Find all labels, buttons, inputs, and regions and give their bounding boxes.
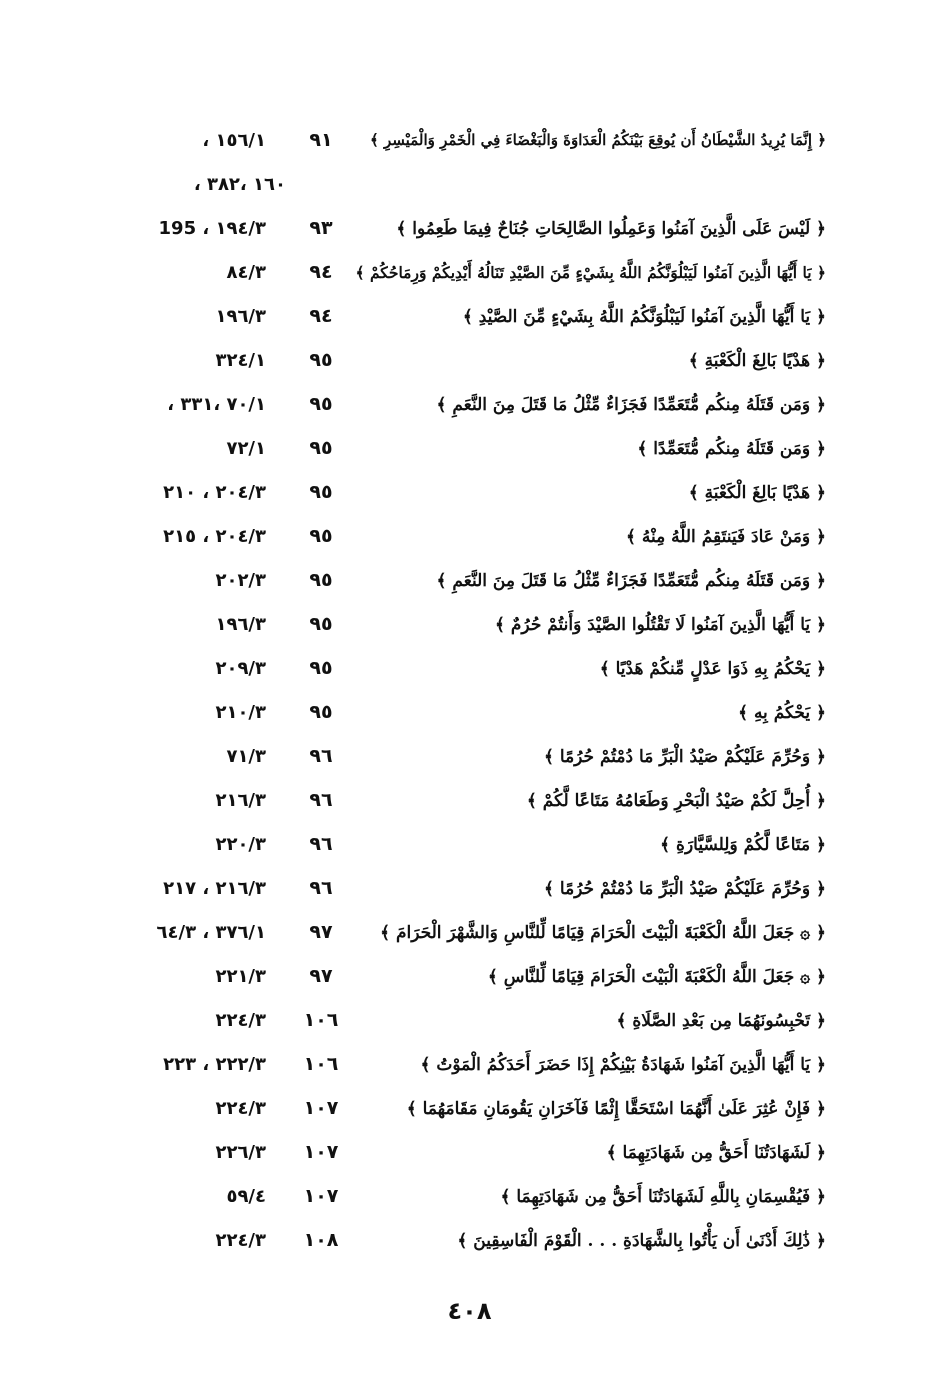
index-entry	[118, 338, 826, 382]
verse-number: ٩٥	[309, 525, 333, 547]
volume-page-reference: ٥٩/٤	[226, 1185, 266, 1207]
verse-text: ﴿ يَا أَيُّهَا الَّذِينَ آمَنُوا لَيَبْلُوَنَّكُمُ اللَّهُ بِشَيْءٍ مِّنَ الصَّيْدِ تَنَالُهُ أَيْدِيكُمْ وَرِمَاحُكُمْ ﴾	[355, 262, 826, 282]
index-entry	[118, 382, 826, 426]
volume-page-reference: ٢١٦/٣	[215, 789, 266, 811]
verse-number: ٩٧	[309, 965, 333, 987]
index-entry	[118, 602, 826, 646]
index-entry	[118, 866, 826, 910]
verse-text: ﴿ إِنَّمَا يُرِيدُ الشَّيْطَانُ أَن يُوقِعَ بَيْنَكُمُ الْعَدَاوَةَ وَالْبَغْضَاءَ فِي الْخَمْرِ وَالْمَيْسِرِ ﴾	[370, 131, 826, 149]
index-entry	[118, 426, 826, 470]
verse-number: ١٠٧	[303, 1185, 339, 1207]
index-entry	[118, 1174, 826, 1218]
volume-page-reference: ٧١/٣	[226, 745, 266, 767]
verse-text: ﴿ لَيْسَ عَلَى الَّذِينَ آمَنُوا وَعَمِلُوا الصَّالِحَاتِ جُنَاحٌ فِيمَا طَعِمُوا ﴾	[396, 218, 826, 239]
verse-text: ﴿ هَدْيًا بَالِغَ الْكَعْبَةِ ﴾	[688, 482, 826, 503]
volume-page-reference: ١٥٦/١ ،	[202, 129, 266, 151]
volume-page-reference: ٣٧٦/١ ، ٦٤/٣	[156, 921, 266, 943]
volume-page-reference: ٢٢٠/٣	[215, 833, 266, 855]
volume-page-reference: ٢٢٤/٣	[215, 1009, 266, 1031]
index-entry-continuation	[118, 162, 826, 206]
index-entry	[118, 206, 826, 250]
verse-number: ٩٥	[309, 393, 333, 415]
verse-number: ٩٥	[309, 481, 333, 503]
verse-text: ﴿ وَمَن قَتَلَهُ مِنكُم مُّتَعَمِّدًا فَجَزَاءٌ مِّثْلُ مَا قَتَلَ مِنَ النَّعَمِ ﴾	[436, 394, 826, 415]
verse-number: ١٠٦	[303, 1009, 339, 1031]
verse-text: ﴿ يَا أَيُّهَا الَّذِينَ آمَنُوا شَهَادَةُ بَيْنِكُمْ إِذَا حَضَرَ أَحَدَكُمُ الْمَوْتُ ﴾	[420, 1054, 826, 1075]
volume-page-reference: ٧٢/١	[226, 437, 266, 459]
verse-text: ﴿ يَحْكُمُ بِهِ ﴾	[738, 702, 826, 723]
volume-page-reference: ٢١٠/٣	[215, 701, 266, 723]
verse-text: ﴿ يَحْكُمُ بِهِ ذَوَا عَدْلٍ مِّنكُمْ هَدْيًا ﴾	[599, 658, 826, 679]
page-number: ٤٠٨	[447, 1297, 492, 1325]
volume-page-reference: ٢٢١/٣	[215, 965, 266, 987]
volume-page-reference: ١٩٤/٣ ، 195	[158, 217, 266, 239]
index-entry	[118, 910, 826, 954]
volume-page-reference: ١٩٦/٣	[215, 305, 266, 327]
volume-page-reference: ٢٠٤/٣ ، ٢١٠	[163, 481, 266, 503]
verse-number: ٩٤	[309, 261, 333, 283]
verse-text: ﴿ وَمَن قَتَلَهُ مِنكُم مُّتَعَمِّدًا فَجَزَاءٌ مِّثْلُ مَا قَتَلَ مِنَ النَّعَمِ ﴾	[436, 570, 826, 591]
index-entry	[118, 558, 826, 602]
verse-number: ١٠٧	[303, 1097, 339, 1119]
verse-text: ﴿ مَتَاعًا لَّكُمْ وَلِلسَّيَّارَةِ ﴾	[660, 834, 826, 855]
verse-text: ﴿ وَحُرِّمَ عَلَيْكُمْ صَيْدُ الْبَرِّ مَا دُمْتُمْ حُرُمًا ﴾	[544, 746, 826, 767]
volume-page-reference: ٧٠/١ ،٣٣١ ،	[167, 393, 266, 415]
verse-text: ﴿ يَا أَيُّهَا الَّذِينَ آمَنُوا لَيَبْلُوَنَّكُمُ اللَّهُ بِشَيْءٍ مِّنَ الصَّيْدِ ﴾	[462, 306, 826, 327]
volume-page-reference: ٢٢٦/٣	[215, 1141, 266, 1163]
verse-text: ﴿ هَدْيًا بَالِغَ الْكَعْبَةِ ﴾	[688, 350, 826, 371]
verse-text: ﴿ وَمَنْ عَادَ فَيَنتَقِمُ اللَّهُ مِنْهُ ﴾	[625, 526, 826, 547]
index-entry	[118, 250, 826, 294]
volume-page-reference: ٢٢٤/٣	[215, 1229, 266, 1251]
index-entry	[118, 514, 826, 558]
verse-text: ﴿ يَا أَيُّهَا الَّذِينَ آمَنُوا لَا تَقْتُلُوا الصَّيْدَ وَأَنتُمْ حُرُمٌ ﴾	[495, 614, 826, 635]
index-entry	[118, 118, 826, 162]
verse-number: ٩٣	[309, 217, 333, 239]
verse-number: ٩٥	[309, 349, 333, 371]
volume-page-reference: ١٦٠ ،٣٨٢ ،	[193, 173, 286, 195]
verse-text: ﴿ فَيُقْسِمَانِ بِاللَّهِ لَشَهَادَتُنَا أَحَقُّ مِن شَهَادَتِهِمَا ﴾	[500, 1186, 826, 1207]
verse-number: ٩٥	[309, 569, 333, 591]
index-entry	[118, 998, 826, 1042]
volume-page-reference: ٢١٦/٣ ، ٢١٧	[163, 877, 266, 899]
index-entry	[118, 1130, 826, 1174]
index-entry	[118, 954, 826, 998]
index-entry	[118, 1218, 826, 1262]
verse-text: ﴿ ذَٰلِكَ أَدْنَىٰ أَن يَأْتُوا بِالشَّهَادَةِ . . . الْقَوْمَ الْفَاسِقِينَ ﴾	[457, 1230, 826, 1251]
verse-number: ٩١	[309, 129, 333, 151]
index-entry	[118, 690, 826, 734]
verse-number: ٩٧	[309, 921, 333, 943]
verse-text: ﴿ تَحْبِسُونَهُمَا مِن بَعْدِ الصَّلَاةِ ﴾	[616, 1010, 826, 1031]
volume-page-reference: ٢٠٩/٣	[215, 657, 266, 679]
volume-page-reference: ٢٢٢/٣ ، ٢٢٣	[163, 1053, 266, 1075]
verse-number: ٩٤	[309, 305, 333, 327]
verse-text: ﴿ وَحُرِّمَ عَلَيْكُمْ صَيْدُ الْبَرِّ مَا دُمْتُمْ حُرُمًا ﴾	[544, 878, 826, 899]
volume-page-reference: ٨٤/٣	[226, 261, 266, 283]
verse-number: ٩٥	[309, 657, 333, 679]
index-entry	[118, 778, 826, 822]
volume-page-reference: ٢٠٢/٣	[215, 569, 266, 591]
verse-text: ﴿ فَإِنْ عُثِرَ عَلَىٰ أَنَّهُمَا اسْتَحَقَّا إِثْمًا فَآخَرَانِ يَقُومَانِ مَقَامَهُمَا ﴾	[406, 1098, 826, 1119]
index-entry	[118, 294, 826, 338]
volume-page-reference: ١٩٦/٣	[215, 613, 266, 635]
verse-number: ٩٦	[309, 833, 333, 855]
verse-number: ٩٦	[309, 877, 333, 899]
index-entry	[118, 1042, 826, 1086]
verse-number: ١٠٦	[303, 1053, 339, 1075]
index-entry	[118, 734, 826, 778]
volume-page-reference: ٢٢٤/٣	[215, 1097, 266, 1119]
verse-number: ٩٥	[309, 437, 333, 459]
verse-number: ٩٦	[309, 745, 333, 767]
index-entry	[118, 646, 826, 690]
verse-number: ٩٥	[309, 701, 333, 723]
verse-text: ﴿ وَمَن قَتَلَهُ مِنكُم مُّتَعَمِّدًا ﴾	[637, 438, 826, 459]
volume-page-reference: ٣٢٤/١	[215, 349, 266, 371]
verse-number: ٩٦	[309, 789, 333, 811]
index-entry	[118, 822, 826, 866]
verse-number: ١٠٧	[303, 1141, 339, 1163]
verse-number: ٩٥	[309, 613, 333, 635]
verse-text: ﴿ ۞ جَعَلَ اللَّهُ الْكَعْبَةَ الْبَيْتَ الْحَرَامَ قِيَامًا لِّلنَّاسِ ﴾	[487, 966, 826, 987]
verse-text: ﴿ لَشَهَادَتُنَا أَحَقُّ مِن شَهَادَتِهِمَا ﴾	[606, 1142, 826, 1163]
index-entry	[118, 1086, 826, 1130]
verse-text: ﴿ أُحِلَّ لَكُمْ صَيْدُ الْبَحْرِ وَطَعَامُهُ مَتَاعًا لَّكُمْ ﴾	[526, 790, 826, 811]
verse-text: ﴿ ۞ جَعَلَ اللَّهُ الْكَعْبَةَ الْبَيْتَ الْحَرَامَ قِيَامًا لِّلنَّاسِ وَالشَّهْرَ الْحَرَامَ ﴾	[380, 922, 826, 943]
verse-number: ١٠٨	[303, 1229, 339, 1251]
index-entry	[118, 470, 826, 514]
volume-page-reference: ٢٠٤/٣ ، ٢١٥	[163, 525, 266, 547]
verse-index-list	[118, 118, 826, 1262]
